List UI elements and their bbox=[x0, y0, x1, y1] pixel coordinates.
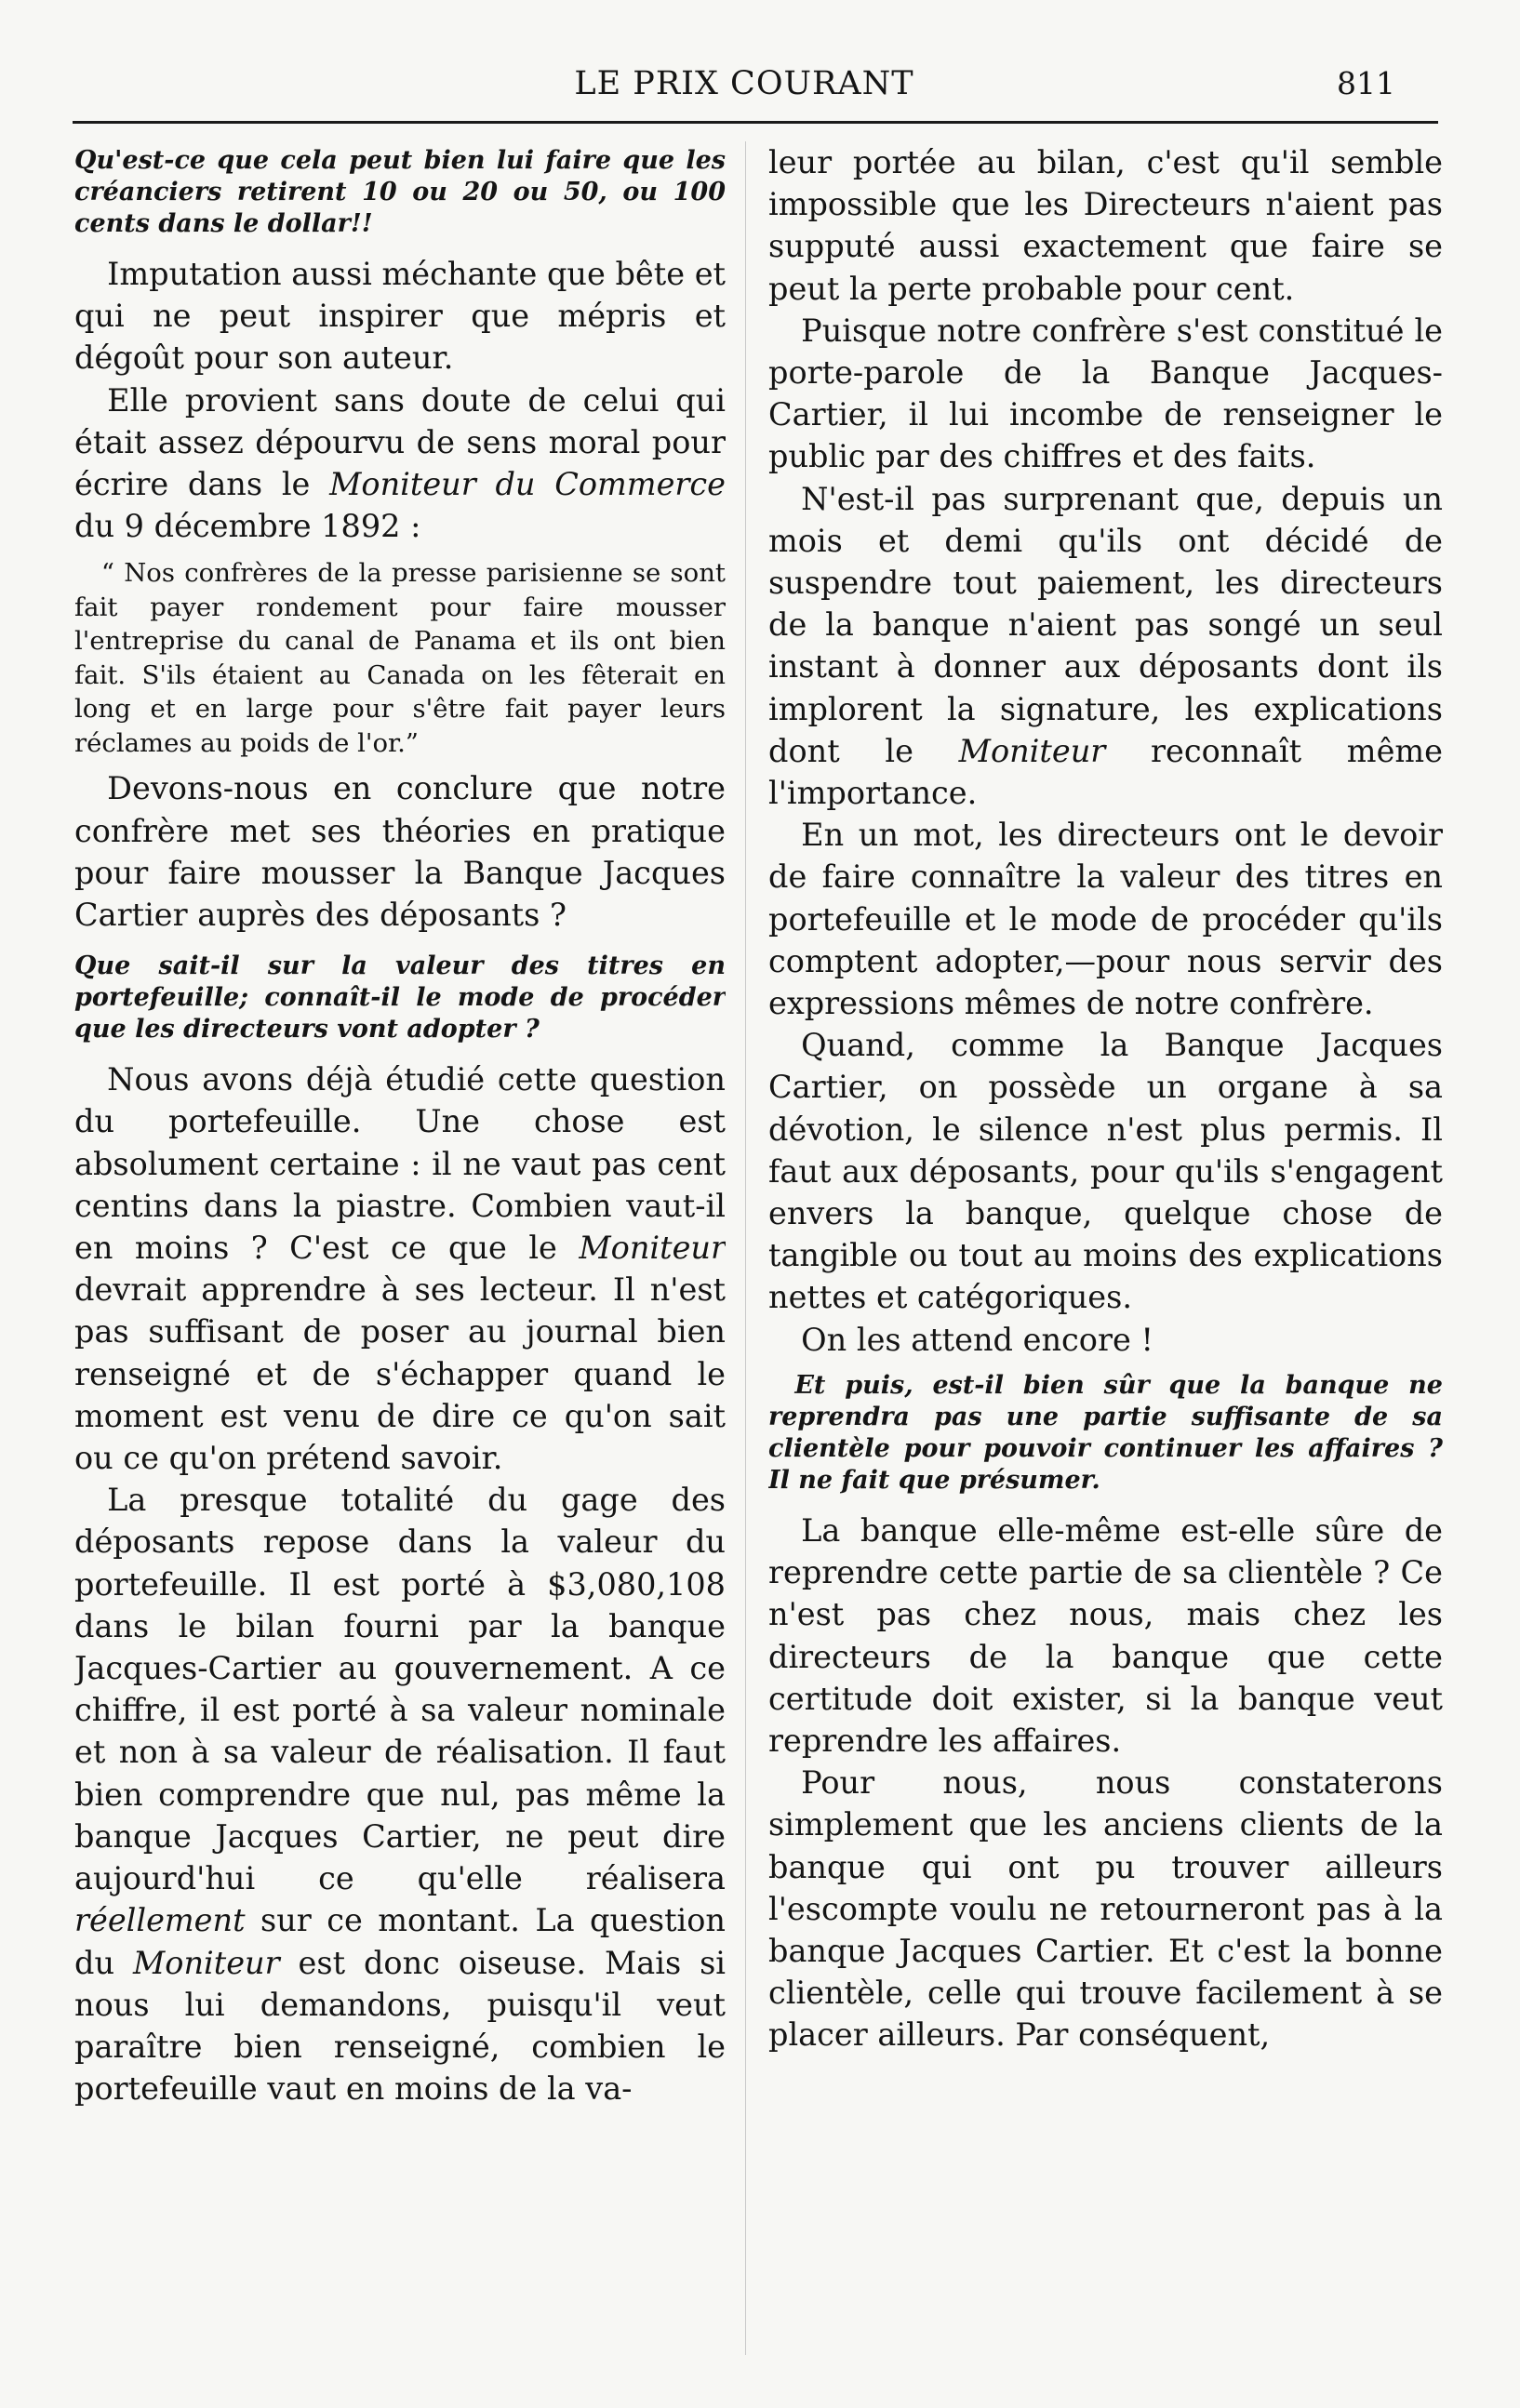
left-column bbox=[74, 141, 726, 2327]
right-p3-publication: Moniteur bbox=[958, 732, 1106, 769]
right-p3-text-a: N'est-il pas surprenant que, depuis un mois et demi qu'ils ont décidé de suspendre tout paiement, les directeurs de la banque n'aient pas songé un seul instant à donner aux déposants dont ils implorent la signature, les explications dont le bbox=[768, 480, 1443, 769]
left-subheading-1: Qu'est-ce que cela peut bien lui faire que les créanciers retirent 10 ou 20 ou 50, ou 100 cents dans le dollar!! bbox=[74, 146, 726, 238]
running-header bbox=[56, 48, 1433, 104]
left-paragraph-4 bbox=[74, 1058, 726, 1479]
left-p5-text-e: est donc oiseuse. Mais si nous lui demandons, puisqu'il veut paraître bien renseigné, combien le portefeuille vaut en moins de la va- bbox=[74, 1944, 726, 2108]
right-paragraph-2: Puisque notre confrère s'est constitué le porte-parole de la Banque Jacques-Cartier, il lui incombe de renseigner le public par des chiffres et des faits. bbox=[768, 312, 1443, 475]
right-paragraph-5: Quand, comme la Banque Jacques Cartier, on possède un organe à sa dévotion, le silence n'est plus permis. Il faut aux déposants, pour qu'ils s'engagent envers la banque, quelque chose de tangible ou tout au moins des explications nettes et catégoriques. bbox=[768, 1027, 1443, 1316]
left-p5-text-a: La presque totalité du gage des déposants repose dans la valeur du portefeuille. Il est porté à $3,080,108 dans le bilan fourni par la banque Jacques-Cartier au gouvernement. A ce chiffre, il est porté à sa valeur nominale et non à sa valeur de réalisation. Il faut bien comprendre que nul, pas même la banque Jacques Cartier, ne peut dire aujourd'hui ce qu'elle réalisera bbox=[74, 1482, 726, 1897]
left-paragraph-2 bbox=[74, 379, 726, 548]
left-p4-text-c: devrait apprendre à ses lecteur. Il n'est pas suffisant de poser au journal bien renseigné et de s'échapper quand le moment est venu de dire ce qu'on sait ou ce qu'on prétend savoir. bbox=[74, 1271, 726, 1477]
spacer bbox=[74, 936, 726, 947]
right-p3-text-c: reconnaît même l'importance. bbox=[768, 732, 1443, 812]
left-p2-text-c: du 9 décembre 1892 : bbox=[74, 508, 421, 545]
left-p5-emphasis: réellement bbox=[74, 1902, 246, 1939]
right-paragraph-1: leur portée au bilan, c'est qu'il semble impossible que les Directeurs n'aient pas supputé aussi exactement que faire se peut la perte probable pour cent. bbox=[768, 144, 1443, 307]
left-p4-publication: Moniteur bbox=[579, 1230, 726, 1267]
right-subheading: Et puis, est-il bien sûr que la banque ne reprendra pas une partie suffisante de sa clientèle pour pouvoir continuer les affaires ? Il ne fait que présumer. bbox=[768, 1370, 1443, 1495]
right-paragraph-7: La banque elle-même est-elle sûre de reprendre cette partie de sa clientèle ? Ce n'est pas chez nous, mais chez les directeurs de la banque que cette certitude doit exister, si la banque veut reprendre les affaires. bbox=[768, 1511, 1443, 1759]
header-rule bbox=[73, 121, 1438, 124]
spacer bbox=[768, 1361, 1443, 1366]
left-p5-publication: Moniteur bbox=[132, 1944, 280, 1981]
left-quotation: “ Nos confrères de la presse parisienne se sont fait payer rondement pour faire mousser l'entreprise du canal de Panama et ils ont bien fait. S'ils étaient au Canada on les fêterait en long et en large pour s'être fait payer leurs réclames au poids de l'or.” bbox=[74, 558, 726, 758]
left-paragraph-5 bbox=[74, 1479, 726, 2109]
left-paragraph-3: Devons-nous en conclure que notre confrère met ses théories en pratique pour faire mousser la Banque Jacques Cartier auprès des déposants ? bbox=[74, 770, 726, 934]
right-paragraph-4: En un mot, les directeurs ont le devoir de faire connaître la valeur des titres en portefeuille et le mode de procéder qu'ils comptent adopter,—pour nous servir des expressions mêmes de notre confrère. bbox=[768, 817, 1443, 1022]
right-paragraph-3 bbox=[768, 478, 1443, 815]
page-number: 811 bbox=[1337, 65, 1395, 101]
left-p4-text-a: Nous avons déjà étudié cette question du portefeuille. Une chose est absolument certaine : il ne vaut pas cent centins dans la piastre. Combien vaut-il en moins ? C'est ce que le bbox=[74, 1061, 726, 1267]
right-paragraph-6: On les attend encore ! bbox=[801, 1321, 1153, 1358]
right-column bbox=[768, 141, 1443, 2327]
left-p5-text-c: sur ce montant. La question du bbox=[74, 1902, 726, 1981]
left-p2-publication: Moniteur du Commerce bbox=[329, 466, 726, 503]
column-divider bbox=[745, 141, 746, 2355]
right-paragraph-8: Pour nous, nous constaterons simplement que les anciens clients de la banque qui ont pu trouver ailleurs l'escompte voulu ne retourneront pas à la banque Jacques Cartier. Et c'est la bonne clientèle, celle qui trouve facilement à se placer ailleurs. Par conséquent, bbox=[768, 1764, 1443, 2054]
journal-title: LE PRIX COURANT bbox=[574, 65, 914, 102]
left-subheading-2: Que sait-il sur la valeur des titres en portefeuille; connaît-il le mode de procéder que les directeurs vont adopter ? bbox=[74, 951, 726, 1044]
left-p2-text-a: Elle provient sans doute de celui qui était assez dépourvu de sens moral pour écrire dans le bbox=[74, 381, 726, 503]
left-paragraph-1: Imputation aussi méchante que bête et qui ne peut inspirer que mépris et dégoût pour son auteur. bbox=[74, 256, 726, 377]
